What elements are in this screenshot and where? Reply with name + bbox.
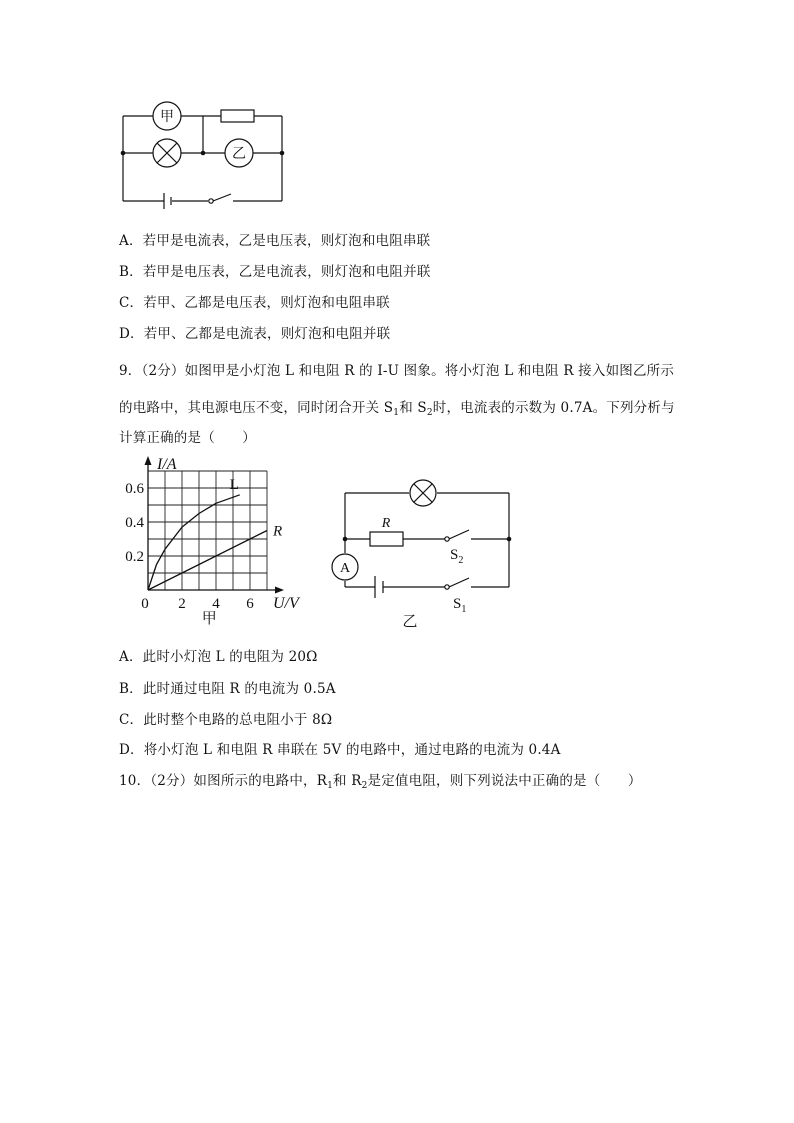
switch-s1-label: $S_1$ (453, 596, 467, 615)
series-line-L (148, 495, 240, 590)
q9-stem-line1: 9．（2分）如图甲是小灯泡 L 和电阻 R 的 I-U 图象。将小灯泡 L 和电阻 R 接入如图乙所示 (119, 363, 675, 379)
x-tick-label: 2 (178, 596, 186, 612)
circuit-diagram-1 (115, 95, 295, 215)
series-label-R: R (273, 523, 283, 540)
x-axis-label: U/V (273, 595, 299, 612)
resistor-label: R (381, 516, 391, 531)
q9-option-b: B．此时通过电阻 R 的电流为 0.5A (119, 681, 336, 697)
switch-s2-label: $S_2$ (450, 547, 464, 566)
iu-graph (110, 450, 320, 630)
y-axis-arrow-icon (145, 456, 152, 465)
q10-stem: 10．（2分）如图所示的电路中，$R_1$和 $R_2$是定值电阻，则下列说法中正确的是（ ） (119, 773, 642, 791)
x-tick-label: 6 (246, 596, 254, 612)
y-tick-label: 0.2 (125, 549, 144, 565)
q9-stem-line2: 的电路中，其电源电压不变，同时闭合开关 $S_1$和 $S_2$时，电流表的示数为 0.7A。下列分析与 (119, 400, 675, 418)
q9-option-a: A．此时小灯泡 L 的电阻为 20Ω (119, 649, 318, 665)
y-axis-label: I/A (157, 456, 177, 473)
meter-yi-label: 乙 (232, 147, 246, 162)
q9-stem-line3: 计算正确的是（ ） (119, 430, 256, 446)
q8-option-b: B．若甲是电压表，乙是电流表，则灯泡和电阻并联 (119, 264, 431, 280)
figure-yi-caption: 乙 (402, 614, 418, 630)
q9-option-d: D．将小灯泡 L 和电阻 R 串联在 5V 的电路中，通过电路的电流为 0.4A (119, 742, 561, 758)
q8-option-d: D．若甲、乙都是电流表，则灯泡和电阻并联 (119, 326, 391, 342)
figure-jia-caption: 甲 (201, 611, 217, 627)
circuit-diagram-2 (325, 475, 525, 635)
ammeter-label: A (339, 561, 351, 576)
x-axis-arrow-icon (275, 587, 284, 594)
y-tick-label: 0.4 (125, 515, 144, 531)
q9-option-c: C．此时整个电路的总电阻小于 8Ω (119, 712, 333, 728)
x-tick-label: 0 (141, 596, 149, 612)
q8-option-c: C．若甲、乙都是电压表，则灯泡和电阻串联 (119, 295, 390, 311)
y-tick-label: 0.6 (125, 481, 144, 497)
q8-option-a: A．若甲是电流表，乙是电压表，则灯泡和电阻串联 (119, 233, 431, 249)
x-tick-label: 4 (212, 596, 220, 612)
series-label-L: L (229, 476, 239, 493)
meter-jia-label: 甲 (160, 110, 174, 125)
